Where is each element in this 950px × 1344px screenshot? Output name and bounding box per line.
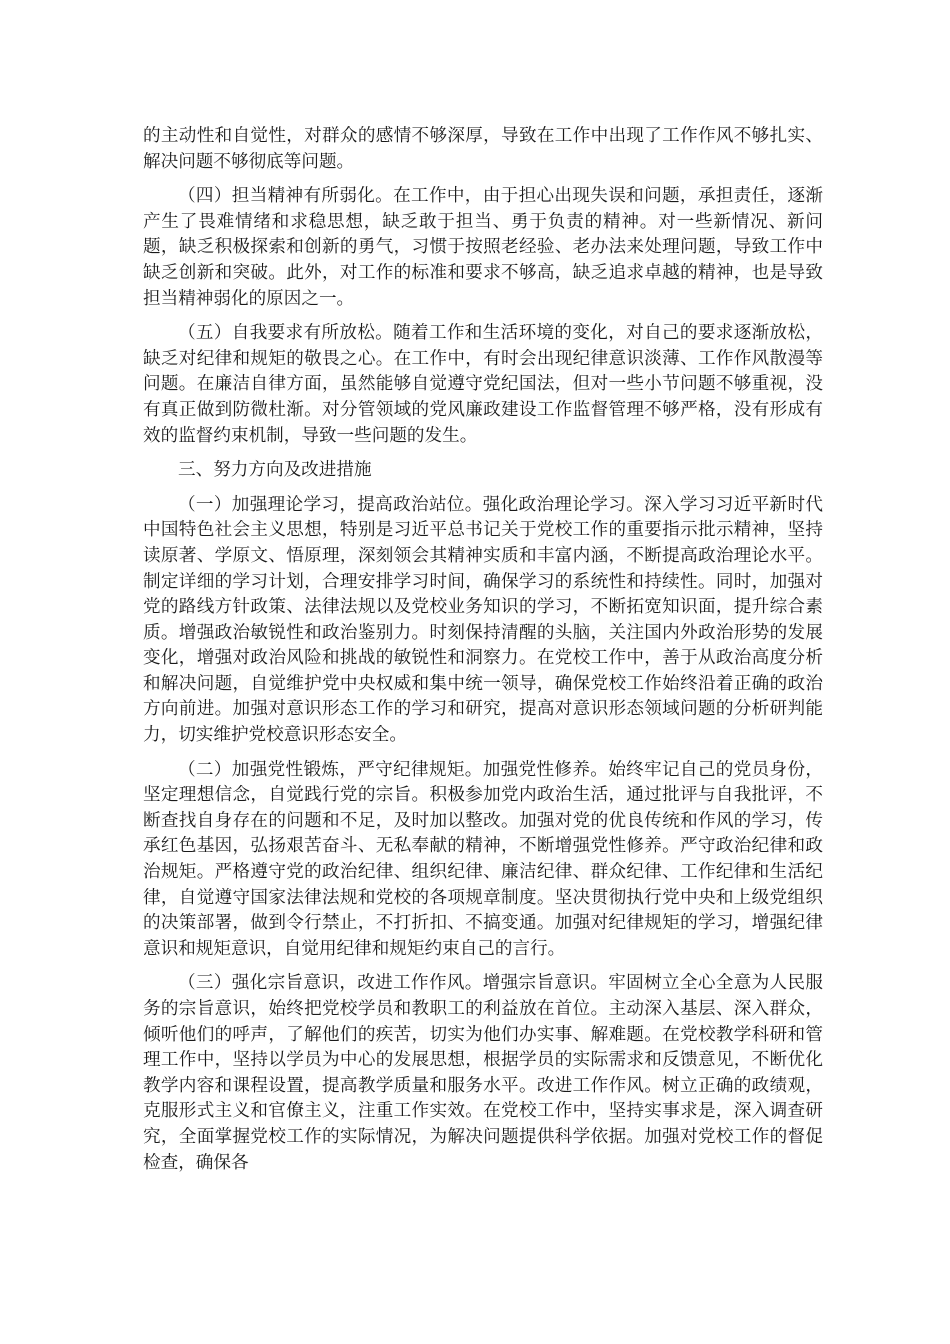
paragraph-section-4: （四）担当精神有所弱化。在工作中，由于担心出现失误和问题，承担责任，逐渐产生了畏难情绪和求稳思想，缺乏敢于担当、勇于负责的精神。对一些新情况、新问题，缺乏积极探索和创新的勇气，习惯于按照老经验、老办法来处理问题，导致工作中缺乏创新和突破。此外，对工作的标准和要求不够高，缺乏追求卓越的精神，也是导致担当精神弱化的原因之一。 <box>143 186 823 309</box>
paragraph-measure-3: （三）强化宗旨意识，改进工作作风。增强宗旨意识。牢固树立全心全意为人民服务的宗旨意识，始终把党校学员和教职工的利益放在首位。主动深入基层、深入群众，倾听他们的呼声，了解他们的疾苦，切实为他们办实事、解难题。在党校教学科研和管理工作中，坚持以学员为中心的发展思想，根据学员的实际需求和反馈意见，不断优化教学内容和课程设置，提高教学质量和服务水平。改进工作作风。树立正确的政绩观，克服形式主义和官僚主义，注重工作实效。在党校工作中，坚持实事求是，深入调查研究，全面掌握党校工作的实际情况，为解决问题提供科学依据。加强对党校工作的督促检查，确保各 <box>143 973 823 1173</box>
paragraph-measure-1: （一）加强理论学习，提高政治站位。强化政治理论学习。深入学习习近平新时代中国特色社会主义思想，特别是习近平总书记关于党校工作的重要指示批示精神，坚持读原著、学原文、悟原理，深刻领会其精神实质和丰富内涵，不断提高政治理论水平。制定详细的学习计划，合理安排学习时间，确保学习的系统性和持续性。同时，加强对党的路线方针政策、法律法规以及党校业务知识的学习，不断拓宽知识面，提升综合素质。增强政治敏锐性和政治鉴别力。时刻保持清醒的头脑，关注国内外政治形势的发展变化，增强对政治风险和挑战的敏锐性和洞察力。在党校工作中，善于从政治高度分析和解决问题，自觉维护党中央权威和集中统一领导，确保党校工作始终沿着正确的政治方向前进。加强对意识形态工作的学习和研究，提高对意识形态领域问题的分析研判能力，切实维护党校意识形态安全。 <box>143 494 823 746</box>
document-body <box>143 124 823 1185</box>
paragraph-continuation: 的主动性和自觉性，对群众的感情不够深厚，导致在工作中出现了工作作风不够扎实、解决问题不够彻底等问题。 <box>143 126 823 172</box>
paragraph-section-5: （五）自我要求有所放松。随着工作和生活环境的变化，对自己的要求逐渐放松，缺乏对纪律和规矩的敬畏之心。在工作中，有时会出现纪律意识淡薄、工作作风散漫等问题。在廉洁自律方面，虽然能够自觉遵守党纪国法，但对一些小节问题不够重视，没有真正做到防微杜渐。对分管领域的党风廉政建设工作监督管理不够严格，没有形成有效的监督约束机制，导致一些问题的发生。 <box>143 323 823 446</box>
section-heading-3: 三、努力方向及改进措施 <box>178 460 372 481</box>
paragraph-measure-2: （二）加强党性锻炼，严守纪律规矩。加强党性修养。始终牢记自己的党员身份，坚定理想信念，自觉践行党的宗旨。积极参加党内政治生活，通过批评与自我批评，不断查找自身存在的问题和不足，及时加以整改。加强对党的优良传统和作风的学习，传承红色基因，弘扬艰苦奋斗、无私奉献的精神，不断增强党性修养。严守政治纪律和政治规矩。严格遵守党的政治纪律、组织纪律、廉洁纪律、群众纪律、工作纪律和生活纪律，自觉遵守国家法律法规和党校的各项规章制度。坚决贯彻执行党中央和上级党组织的决策部署，做到令行禁止，不打折扣、不搞变通。加强对纪律规矩的学习，增强纪律意识和规矩意识，自觉用纪律和规矩约束自己的言行。 <box>143 759 823 959</box>
